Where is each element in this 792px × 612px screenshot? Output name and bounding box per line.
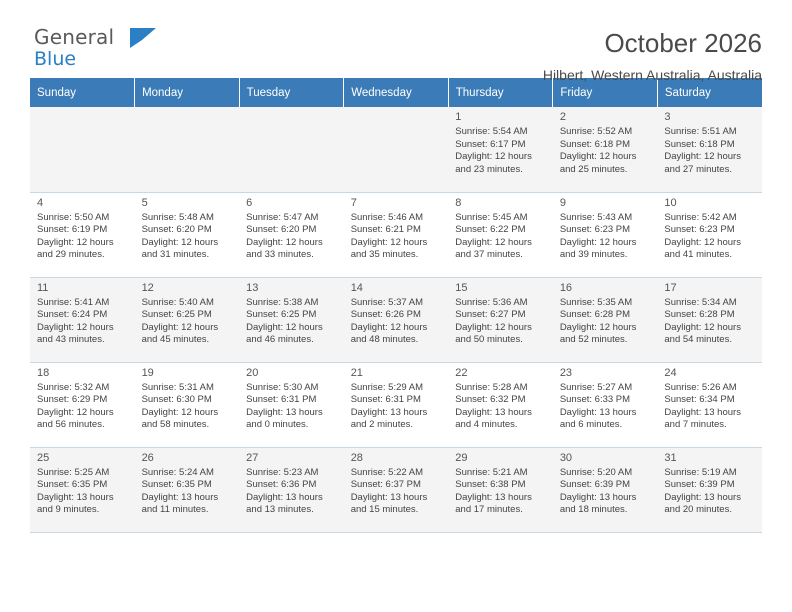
day-info-line: Sunrise: 5:32 AM (37, 381, 110, 393)
day-info-line: Sunrise: 5:50 AM (37, 211, 110, 223)
day-sun-info (455, 297, 547, 347)
calendar-week-row (30, 107, 762, 192)
day-info-line: Sunrise: 5:48 AM (141, 211, 214, 223)
day-info-line: Daylight: 12 hours (141, 321, 219, 333)
day-info-line: Sunset: 6:31 PM (350, 394, 421, 406)
day-info-line: and 18 minutes. (559, 504, 628, 516)
day-info-line: Sunset: 6:35 PM (37, 479, 108, 491)
day-info-line: and 52 minutes. (559, 334, 628, 346)
weekday-header-tuesday: Tuesday (239, 78, 344, 107)
day-number: 5 (141, 196, 148, 209)
day-info-line: Daylight: 12 hours (664, 236, 741, 248)
day-number: 3 (664, 111, 671, 123)
day-number: 18 (37, 366, 50, 379)
day-info-line: and 25 minutes. (559, 163, 628, 175)
day-sun-info (560, 467, 652, 517)
day-number: 7 (350, 196, 357, 209)
day-info-line: Sunrise: 5:23 AM (246, 466, 319, 478)
day-info-line: Sunset: 6:35 PM (141, 479, 212, 491)
day-info-line: Daylight: 12 hours (37, 236, 114, 248)
day-info-line: Daylight: 12 hours (246, 236, 323, 248)
day-info-line: and 7 minutes. (664, 419, 727, 431)
day-info-line: Sunset: 6:32 PM (455, 394, 526, 406)
day-sun-info (455, 212, 547, 262)
calendar-day-cell (30, 362, 135, 447)
day-info-line: Daylight: 13 hours (246, 406, 323, 418)
day-sun-info (664, 126, 756, 176)
calendar-day-cell (448, 107, 553, 192)
day-info-line: Sunset: 6:20 PM (141, 224, 212, 236)
calendar-cell-empty (135, 107, 240, 192)
day-info-line: Daylight: 13 hours (664, 491, 741, 503)
day-number: 26 (141, 451, 154, 464)
day-info-line: Daylight: 13 hours (37, 491, 114, 503)
calendar-day-cell (135, 192, 240, 277)
day-info-line: Daylight: 12 hours (350, 236, 428, 248)
day-sun-info (246, 297, 338, 347)
weekday-header-friday: Friday (553, 78, 658, 107)
day-number: 10 (664, 196, 677, 209)
calendar-day-cell (135, 447, 240, 532)
calendar-day-cell (344, 277, 449, 362)
day-info-line: Daylight: 13 hours (664, 406, 741, 418)
day-sun-info (664, 467, 756, 517)
day-info-line: Sunset: 6:25 PM (141, 309, 212, 321)
day-number: 21 (350, 366, 363, 379)
day-info-line: Sunrise: 5:43 AM (559, 211, 633, 223)
day-info-line: Daylight: 13 hours (559, 491, 637, 503)
day-info-line: and 43 minutes. (37, 334, 105, 346)
day-info-line: Sunset: 6:27 PM (455, 309, 526, 321)
day-info-line: Sunset: 6:37 PM (350, 479, 421, 491)
brand-name-general: General (34, 25, 115, 49)
day-info-line: and 58 minutes. (141, 419, 210, 431)
day-info-line: Daylight: 12 hours (455, 151, 532, 163)
day-info-line: Sunrise: 5:46 AM (350, 211, 424, 223)
calendar-day-cell (344, 362, 449, 447)
day-number: 22 (455, 366, 468, 379)
calendar-cell-empty (344, 107, 449, 192)
day-sun-info (37, 297, 129, 347)
day-info-line: Sunset: 6:29 PM (37, 394, 108, 406)
day-number: 8 (455, 196, 462, 209)
day-info-line: Sunset: 6:28 PM (559, 309, 631, 321)
day-number: 13 (246, 281, 259, 294)
day-info-line: Sunset: 6:39 PM (559, 479, 631, 491)
calendar-day-cell (448, 192, 553, 277)
day-info-line: Daylight: 13 hours (141, 491, 219, 503)
day-sun-info (142, 212, 234, 262)
day-info-line: Daylight: 12 hours (559, 151, 637, 163)
day-sun-info (455, 382, 547, 432)
day-info-line: Sunrise: 5:54 AM (455, 126, 528, 137)
day-number: 19 (141, 366, 154, 379)
day-number: 23 (559, 366, 573, 379)
day-info-line: Daylight: 13 hours (455, 491, 532, 503)
brand-name-blue: Blue (34, 48, 77, 70)
day-info-line: Sunrise: 5:19 AM (664, 466, 737, 478)
day-info-line: Sunrise: 5:28 AM (455, 381, 528, 393)
day-info-line: and 20 minutes. (664, 504, 732, 516)
calendar-week-row (30, 447, 762, 532)
calendar-body (30, 107, 762, 532)
day-number: 20 (246, 366, 259, 379)
day-info-line: Daylight: 13 hours (350, 491, 428, 503)
day-info-line: and 35 minutes. (350, 249, 419, 261)
day-info-line: and 9 minutes. (37, 504, 100, 516)
day-info-line: Sunset: 6:23 PM (559, 224, 631, 236)
day-info-line: Daylight: 12 hours (350, 321, 428, 333)
day-info-line: Daylight: 12 hours (37, 321, 114, 333)
page-title: October 2026 (604, 28, 762, 58)
day-info-line: Sunset: 6:22 PM (455, 224, 526, 236)
day-sun-info (351, 382, 443, 432)
calendar-day-cell (657, 277, 762, 362)
calendar-day-cell (553, 192, 658, 277)
day-info-line: Daylight: 13 hours (246, 491, 323, 503)
day-info-line: Daylight: 12 hours (559, 321, 637, 333)
day-info-line: Sunrise: 5:42 AM (664, 211, 737, 223)
day-info-line: Sunrise: 5:38 AM (246, 296, 319, 308)
calendar-cell-empty (30, 107, 135, 192)
weekday-header-monday: Monday (135, 78, 240, 107)
day-info-line: and 31 minutes. (141, 249, 210, 261)
calendar-day-cell (553, 107, 658, 192)
weekday-header-sunday: Sunday (30, 78, 135, 107)
day-sun-info (560, 126, 652, 176)
day-info-line: Sunrise: 5:47 AM (246, 211, 319, 223)
calendar-day-cell (344, 447, 449, 532)
day-number: 14 (350, 281, 363, 294)
day-sun-info (246, 382, 338, 432)
day-info-line: Sunrise: 5:24 AM (141, 466, 214, 478)
calendar-day-cell (448, 277, 553, 362)
day-info-line: and 48 minutes. (350, 334, 419, 346)
day-number: 27 (246, 451, 259, 464)
day-number: 29 (455, 451, 468, 464)
day-info-line: Sunrise: 5:21 AM (455, 466, 528, 478)
day-sun-info (455, 126, 547, 176)
day-info-line: Daylight: 12 hours (559, 236, 637, 248)
day-sun-info (664, 212, 756, 262)
calendar-day-cell (239, 447, 344, 532)
day-info-line: Sunrise: 5:27 AM (559, 381, 633, 393)
day-info-line: and 39 minutes. (559, 249, 628, 261)
day-sun-info (37, 467, 129, 517)
day-info-line: Sunset: 6:23 PM (664, 224, 735, 236)
day-info-line: and 33 minutes. (246, 249, 314, 261)
day-info-line: Sunset: 6:26 PM (350, 309, 421, 321)
calendar-day-cell (657, 362, 762, 447)
day-info-line: Daylight: 12 hours (455, 321, 532, 333)
calendar-day-cell (553, 277, 658, 362)
day-info-line: and 29 minutes. (37, 249, 105, 261)
day-info-line: Sunrise: 5:30 AM (246, 381, 319, 393)
day-info-line: and 46 minutes. (246, 334, 314, 346)
weekday-header-wednesday: Wednesday (344, 78, 449, 107)
calendar-day-cell (657, 107, 762, 192)
day-info-line: Sunrise: 5:52 AM (559, 126, 633, 137)
day-info-line: Sunset: 6:33 PM (559, 394, 631, 406)
page-subtitle: Hilbert, Western Australia, Australia (542, 67, 762, 83)
calendar-day-cell (30, 447, 135, 532)
day-number: 30 (559, 451, 573, 464)
day-info-line: Daylight: 12 hours (141, 406, 219, 418)
day-info-line: and 2 minutes. (350, 419, 414, 431)
page-header (30, 0, 762, 83)
calendar-day-cell (135, 362, 240, 447)
day-info-line: Sunrise: 5:36 AM (455, 296, 528, 308)
day-number: 24 (664, 366, 677, 379)
day-info-line: Sunset: 6:18 PM (559, 138, 631, 150)
day-info-line: and 56 minutes. (37, 419, 105, 431)
day-info-line: Sunrise: 5:31 AM (141, 381, 214, 393)
day-info-line: and 37 minutes. (455, 249, 523, 261)
day-info-line: Sunrise: 5:35 AM (559, 296, 633, 308)
calendar-day-cell (553, 362, 658, 447)
day-sun-info (560, 212, 652, 262)
calendar-day-cell (448, 447, 553, 532)
day-number: 25 (37, 451, 50, 464)
day-number: 2 (559, 111, 566, 123)
day-info-line: Sunset: 6:20 PM (246, 224, 317, 236)
day-info-line: Daylight: 12 hours (455, 236, 532, 248)
weekday-header-thursday: Thursday (448, 78, 553, 107)
day-info-line: Sunset: 6:38 PM (455, 479, 526, 491)
day-info-line: and 11 minutes. (141, 504, 209, 516)
day-number: 11 (37, 281, 49, 294)
day-sun-info (455, 467, 547, 517)
day-number: 4 (37, 196, 44, 209)
day-sun-info (246, 467, 338, 517)
day-info-line: Sunset: 6:18 PM (664, 138, 735, 150)
day-number: 12 (141, 281, 154, 294)
day-info-line: Sunrise: 5:37 AM (350, 296, 424, 308)
day-sun-info (246, 212, 338, 262)
day-info-line: and 23 minutes. (455, 163, 523, 175)
calendar-day-cell (448, 362, 553, 447)
calendar-week-row (30, 277, 762, 362)
day-info-line: and 6 minutes. (559, 419, 623, 431)
day-number: 6 (246, 196, 253, 209)
day-info-line: Sunset: 6:31 PM (246, 394, 317, 406)
day-number: 17 (664, 281, 677, 294)
day-info-line: and 45 minutes. (141, 334, 210, 346)
day-info-line: Sunrise: 5:26 AM (664, 381, 737, 393)
day-info-line: Sunset: 6:21 PM (350, 224, 421, 236)
calendar-day-cell (657, 447, 762, 532)
blue-flag-icon (128, 26, 158, 50)
day-info-line: Sunset: 6:17 PM (455, 138, 526, 150)
day-info-line: Daylight: 12 hours (37, 406, 114, 418)
day-info-line: Daylight: 12 hours (664, 151, 741, 163)
day-sun-info (37, 382, 129, 432)
day-sun-info (142, 297, 234, 347)
day-info-line: Sunset: 6:24 PM (37, 309, 108, 321)
day-info-line: Sunrise: 5:34 AM (664, 296, 737, 308)
day-number: 28 (350, 451, 363, 464)
day-info-line: Daylight: 13 hours (350, 406, 428, 418)
calendar-day-cell (30, 277, 135, 362)
day-number: 9 (559, 196, 566, 209)
day-info-line: Daylight: 13 hours (559, 406, 637, 418)
day-info-line: and 4 minutes. (455, 419, 518, 431)
day-sun-info (37, 212, 129, 262)
calendar-week-row (30, 362, 762, 447)
day-info-line: Sunset: 6:25 PM (246, 309, 317, 321)
day-info-line: Sunrise: 5:22 AM (350, 466, 424, 478)
day-sun-info (351, 212, 443, 262)
day-info-line: Sunset: 6:36 PM (246, 479, 317, 491)
day-info-line: and 50 minutes. (455, 334, 523, 346)
day-sun-info (351, 467, 443, 517)
day-info-line: and 54 minutes. (664, 334, 732, 346)
day-number: 31 (664, 451, 677, 464)
calendar-cell-empty (239, 107, 344, 192)
day-sun-info (560, 297, 652, 347)
day-info-line: and 41 minutes. (664, 249, 732, 261)
weekday-header-saturday: Saturday (657, 78, 762, 107)
calendar-day-cell (344, 192, 449, 277)
day-info-line: Daylight: 12 hours (246, 321, 323, 333)
day-info-line: Daylight: 12 hours (141, 236, 219, 248)
calendar-week-row (30, 192, 762, 277)
day-info-line: Sunrise: 5:25 AM (37, 466, 110, 478)
calendar-day-cell (30, 192, 135, 277)
day-info-line: Sunset: 6:34 PM (664, 394, 735, 406)
day-info-line: and 0 minutes. (246, 419, 309, 431)
calendar-day-cell (239, 362, 344, 447)
day-number: 15 (455, 281, 468, 294)
day-sun-info (664, 297, 756, 347)
calendar-day-cell (239, 277, 344, 362)
calendar-day-cell (553, 447, 658, 532)
day-info-line: Sunrise: 5:20 AM (559, 466, 633, 478)
day-info-line: Sunrise: 5:41 AM (37, 296, 110, 308)
day-sun-info (142, 467, 234, 517)
day-sun-info (664, 382, 756, 432)
day-number: 16 (559, 281, 573, 294)
day-sun-info (142, 382, 234, 432)
brand-logo (30, 26, 210, 78)
day-sun-info (351, 297, 443, 347)
calendar-table (30, 78, 762, 533)
day-info-line: Sunset: 6:28 PM (664, 309, 735, 321)
calendar-day-cell (135, 277, 240, 362)
day-info-line: Sunset: 6:30 PM (141, 394, 212, 406)
calendar-day-cell (657, 192, 762, 277)
day-info-line: Daylight: 12 hours (664, 321, 741, 333)
day-info-line: Sunrise: 5:29 AM (350, 381, 424, 393)
day-info-line: Sunset: 6:39 PM (664, 479, 735, 491)
day-info-line: and 13 minutes. (246, 504, 314, 516)
day-number: 1 (455, 111, 462, 123)
day-info-line: Sunrise: 5:51 AM (664, 126, 737, 137)
day-info-line: and 15 minutes. (350, 504, 419, 516)
day-info-line: Daylight: 13 hours (455, 406, 532, 418)
day-info-line: and 27 minutes. (664, 163, 732, 175)
calendar-day-cell (239, 192, 344, 277)
day-sun-info (560, 382, 652, 432)
title-block (543, 26, 762, 84)
day-info-line: Sunset: 6:19 PM (37, 224, 108, 236)
day-info-line: and 17 minutes. (455, 504, 523, 516)
day-info-line: Sunrise: 5:40 AM (141, 296, 214, 308)
day-info-line: Sunrise: 5:45 AM (455, 211, 528, 223)
